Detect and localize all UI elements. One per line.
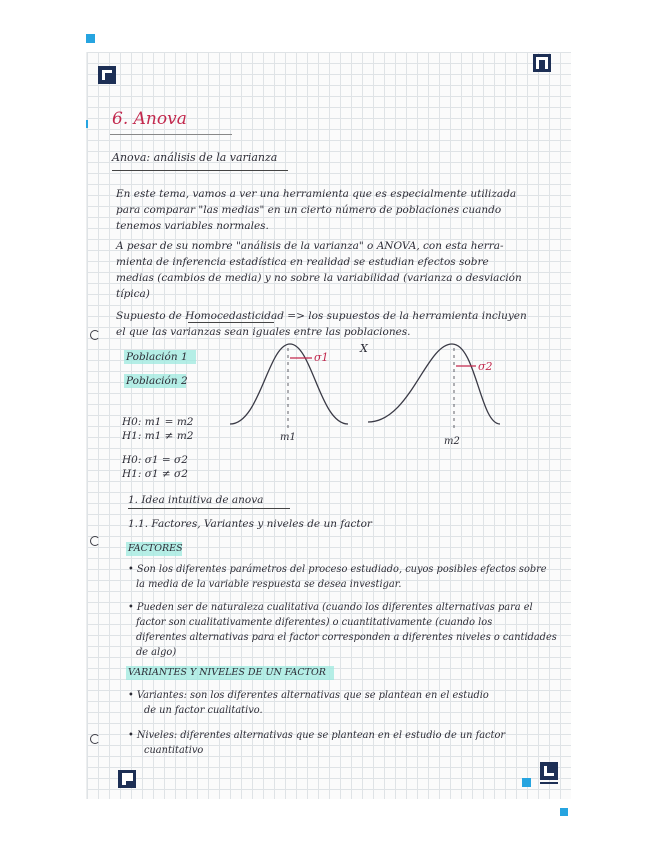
page-marker-top-left-icon bbox=[98, 66, 116, 88]
normal-curves-sketch bbox=[220, 336, 520, 456]
variantes-heading: VARIANTES Y NIVELES DE UN FACTOR bbox=[128, 667, 326, 678]
corner-square-icon bbox=[86, 34, 95, 43]
binding-hole-icon bbox=[90, 734, 100, 744]
x-label: X bbox=[360, 342, 368, 355]
page-title: 6. Anova bbox=[112, 109, 187, 129]
corner-square-icon bbox=[522, 778, 531, 787]
binding-hole-icon bbox=[90, 536, 100, 546]
sigma1-label: σ1 bbox=[314, 351, 329, 364]
m2-label: m2 bbox=[444, 436, 460, 447]
population-1-label: Población 1 bbox=[126, 351, 188, 363]
factores-heading: FACTORES bbox=[128, 543, 183, 554]
section-1-heading: 1. Idea intuitiva de anova bbox=[128, 494, 264, 506]
page-marker-bottom-left-icon bbox=[118, 770, 136, 792]
page-marker-top-right-icon bbox=[533, 54, 551, 76]
curve-population-2 bbox=[368, 344, 500, 424]
sigma2-label: σ2 bbox=[478, 360, 493, 373]
subtitle: Anova: análisis de la varianza bbox=[112, 151, 278, 164]
population-2-label: Población 2 bbox=[126, 375, 188, 387]
binding-hole-icon bbox=[90, 330, 100, 340]
curve-population-1 bbox=[230, 344, 348, 424]
page-marker-bottom-right-icon bbox=[540, 762, 558, 788]
m1-label: m1 bbox=[280, 432, 296, 443]
corner-square-icon bbox=[560, 808, 568, 816]
section-1-1-heading: 1.1. Factores, Variantes y niveles de un factor bbox=[128, 518, 372, 530]
margin-tick bbox=[86, 120, 88, 128]
